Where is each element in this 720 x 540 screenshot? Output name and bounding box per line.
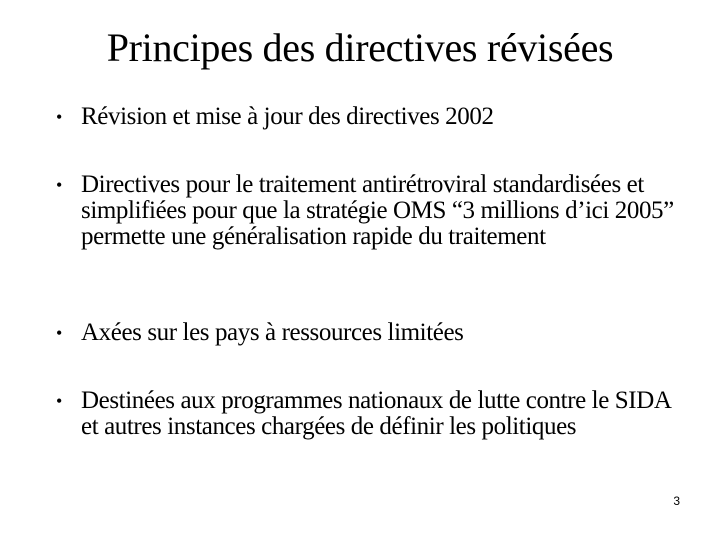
slide-title: Principes des directives révisées bbox=[106, 25, 614, 70]
page-number: 3 bbox=[673, 494, 680, 508]
bullet-icon: • bbox=[56, 391, 63, 411]
bullet-text: Révision et mise à jour des directives 2002 bbox=[81, 103, 494, 130]
bullet-text: Destinées aux programmes nationaux de lutte contre le SIDA et autres instances chargées de définir les politiques bbox=[81, 387, 671, 440]
bullet-icon: • bbox=[56, 107, 63, 127]
bullet-text: Axées sur les pays à ressources limitées bbox=[81, 319, 464, 346]
bullet-text: Directives pour le traitement antirétroviral standardisées et simplifiées pour que la stratégie OMS “3 millions d’ici 2005” permette une généralisation rapide du traitement bbox=[81, 171, 674, 250]
bullet-icon: • bbox=[56, 323, 63, 343]
bullet-icon: • bbox=[56, 175, 63, 195]
